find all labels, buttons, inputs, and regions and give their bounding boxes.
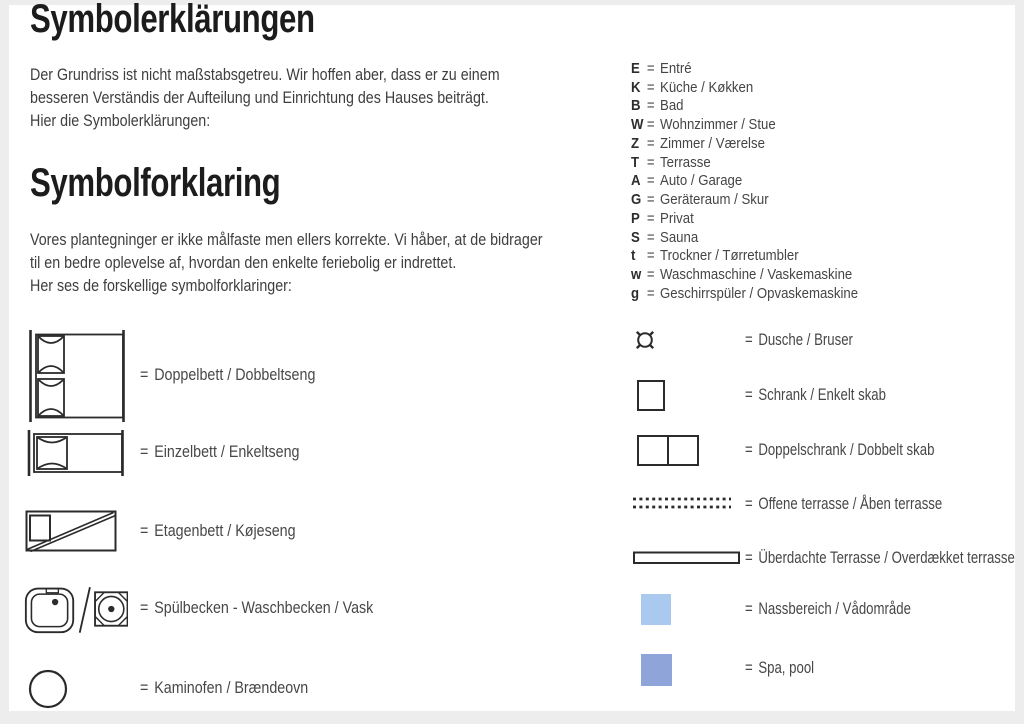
abbreviation-row xyxy=(631,153,858,172)
open-terrace-icon xyxy=(632,496,732,511)
abbreviation-row xyxy=(631,134,858,153)
equals-sign: = xyxy=(745,600,753,618)
abbreviation-row xyxy=(631,209,858,228)
bunk-bed-icon xyxy=(25,510,117,552)
equals-sign: = xyxy=(646,153,655,171)
equals-sign: = xyxy=(646,247,655,265)
legend-label: = Schrank / Enkelt skab xyxy=(745,386,886,404)
abbr-letter: E xyxy=(631,59,640,77)
legend-label: = Doppelbett / Dobbeltseng xyxy=(140,365,316,384)
equals-sign: = xyxy=(646,209,655,227)
equals-sign: = xyxy=(646,228,655,246)
equals-sign: = xyxy=(646,116,655,134)
abbr-label: Privat xyxy=(660,209,694,227)
abbreviation-row xyxy=(631,115,858,134)
abbreviation-row xyxy=(631,247,858,266)
abbr-label: Bad xyxy=(660,97,684,115)
equals-sign: = xyxy=(745,331,753,349)
abbr-label: Zimmer / Værelse xyxy=(660,134,765,152)
equals-sign: = xyxy=(646,78,655,96)
intro-german xyxy=(30,63,500,132)
intro-danish-line: Vores plantegninger er ikke målfaste men ellers korrekte. Vi håber, at de bidrager xyxy=(30,230,543,249)
abbr-letter: T xyxy=(631,153,640,171)
abbr-label: Küche / Køkken xyxy=(660,78,754,96)
abbreviation-row xyxy=(631,59,858,78)
abbr-label: Entré xyxy=(660,59,692,77)
single-cabinet-icon xyxy=(637,380,665,411)
abbreviation-row xyxy=(631,78,858,97)
equals-sign: = xyxy=(745,386,753,404)
abbr-label: Geschirrspüler / Opvaskemaskine xyxy=(660,284,859,302)
page-title-german: Symbolerklärungen xyxy=(30,0,315,41)
abbreviation-row xyxy=(631,190,858,209)
intro-german-line: besseren Verständis der Aufteilung und Einrichtung des Hauses beiträgt. xyxy=(30,88,489,107)
intro-danish-line: til en bedre oplevelse af, hvordan den enkelte feriebolig er indrettet. xyxy=(30,253,457,272)
covered-terrace-icon xyxy=(633,551,740,565)
page-title-danish: Symbolforklaring xyxy=(30,161,281,205)
equals-sign: = xyxy=(646,172,655,190)
shower-icon xyxy=(634,329,656,351)
abbr-label: Terrasse xyxy=(660,153,711,171)
intro-danish xyxy=(30,228,543,297)
equals-sign: = xyxy=(140,521,149,540)
abbreviation-row xyxy=(631,228,858,247)
sink-washbasin-icon xyxy=(24,583,128,635)
double-cabinet-icon xyxy=(637,435,699,466)
abbreviation-row xyxy=(631,172,858,191)
abbr-letter: B xyxy=(631,97,641,115)
legend-label: = Etagenbett / Køjeseng xyxy=(140,521,296,540)
abbr-letter: w xyxy=(631,266,642,284)
abbr-label: Auto / Garage xyxy=(660,172,743,190)
equals-sign: = xyxy=(140,365,149,384)
legend-label: = Dusche / Bruser xyxy=(745,331,853,349)
abbr-letter: A xyxy=(631,172,641,190)
equals-sign: = xyxy=(745,659,753,677)
legend-label: = Spa, pool xyxy=(745,659,815,677)
equals-sign: = xyxy=(646,266,655,284)
wet-area-icon xyxy=(641,594,671,625)
legend-label: = Überdachte Terrasse / Overdækket terrasse xyxy=(745,549,1015,567)
wood-stove-icon xyxy=(28,669,68,709)
equals-sign: = xyxy=(745,549,753,567)
abbr-letter: t xyxy=(631,247,636,265)
abbr-label: Wohnzimmer / Stue xyxy=(660,116,776,134)
abbreviation-row xyxy=(631,265,858,284)
legend-label: = Kaminofen / Brændeovn xyxy=(140,678,309,697)
abbr-label: Trockner / Tørretumbler xyxy=(660,247,799,265)
double-bed-icon xyxy=(25,330,129,422)
abbr-letter: S xyxy=(631,228,640,246)
equals-sign: = xyxy=(140,598,149,617)
equals-sign: = xyxy=(140,678,149,697)
abbr-label: Waschmaschine / Vaskemaskine xyxy=(660,266,853,284)
equals-sign: = xyxy=(646,134,655,152)
equals-sign: = xyxy=(646,59,655,77)
equals-sign: = xyxy=(745,495,753,513)
abbr-label: Geräteraum / Skur xyxy=(660,191,769,209)
abbreviation-list xyxy=(631,59,858,303)
abbreviation-row xyxy=(631,284,858,303)
abbr-letter: W xyxy=(631,116,644,134)
equals-sign: = xyxy=(646,97,655,115)
abbr-letter: P xyxy=(631,209,640,227)
abbr-letter: G xyxy=(631,191,642,209)
legend-label: = Einzelbett / Enkeltseng xyxy=(140,442,300,461)
equals-sign: = xyxy=(140,442,149,461)
legend-label: = Spülbecken - Waschbecken / Vask xyxy=(140,598,374,617)
legend-label: = Offene terrasse / Åben terrasse xyxy=(745,495,943,513)
abbr-label: Sauna xyxy=(660,228,699,246)
legend-label: = Nassbereich / Vådområde xyxy=(745,600,911,618)
spa-pool-icon xyxy=(641,654,672,686)
equals-sign: = xyxy=(646,191,655,209)
abbr-letter: g xyxy=(631,284,640,302)
abbr-letter: K xyxy=(631,78,641,96)
intro-german-line: Hier die Symbolerklärungen: xyxy=(30,111,211,130)
intro-danish-line: Her ses de forskellige symbolforklaringer: xyxy=(30,276,292,295)
abbreviation-row xyxy=(631,97,858,116)
single-bed-icon xyxy=(24,430,130,476)
legend-label: = Doppelschrank / Dobbelt skab xyxy=(745,441,935,459)
equals-sign: = xyxy=(745,441,753,459)
intro-german-line: Der Grundriss ist nicht maßstabsgetreu. Wir hoffen aber, dass er zu einem xyxy=(30,65,500,84)
equals-sign: = xyxy=(646,284,655,302)
abbr-letter: Z xyxy=(631,134,640,152)
